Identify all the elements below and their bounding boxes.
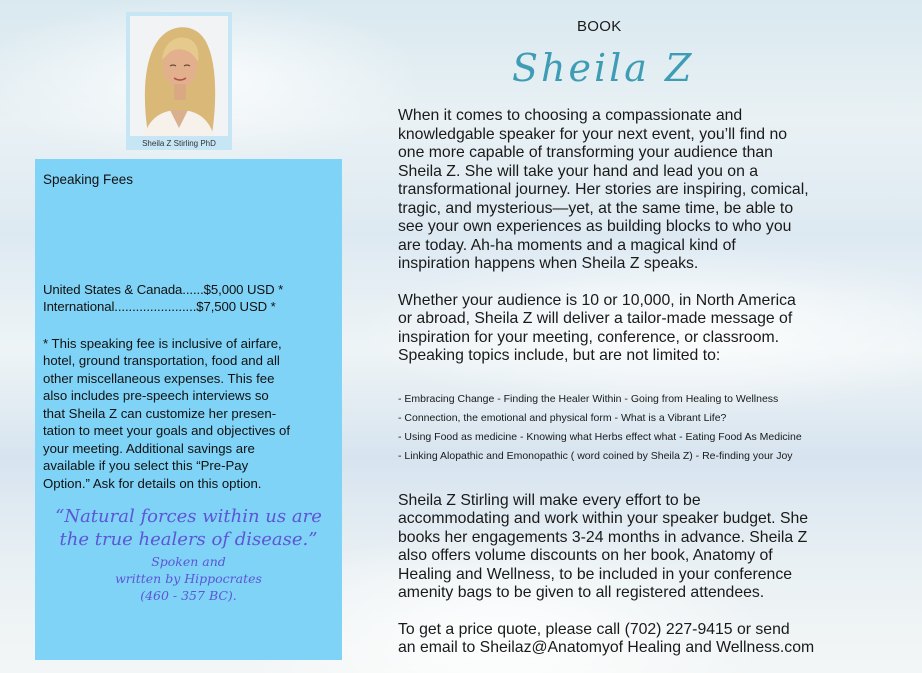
speaker-photo <box>130 16 228 136</box>
topic-item: - Connection, the emotional and physical form - What is a Vibrant Life? <box>398 411 727 424</box>
topics-list <box>398 390 908 466</box>
book-label: BOOK <box>577 18 622 35</box>
contact-paragraph: To get a price quote, please call (702) 227-9415 or send an email to Sheilaz@Anatomyof Healing and Wellness.com <box>398 620 815 656</box>
fee-line-us-canada: United States & Canada......$5,000 USD * <box>43 281 284 297</box>
speaking-fees-panel <box>35 159 342 660</box>
fee-note: * This speaking fee is inclusive of airfare, hotel, ground transportation, food and all other miscellaneous expenses. This fee also includes pre-speech interviews so that Sheila Z can customize her presen- tation to meet your goals and objectives of your meeting. Additional savings are available if you select this “Pre-Pay Option.” Ask for details on this option. <box>43 335 291 491</box>
portrait-frame <box>126 12 232 150</box>
speaker-name-title: Sheila Z <box>512 46 695 90</box>
topic-item: - Linking Alopathic and Emonopathic ( word coined by Sheila Z) - Re-finding your Joy <box>398 449 793 462</box>
topic-item: - Using Food as medicine - Knowing what Herbs effect what - Eating Food As Medicine <box>398 430 802 443</box>
topic-item: - Embracing Change - Finding the Healer Within - Going from Healing to Wellness <box>398 392 779 405</box>
quote-attribution <box>43 553 334 604</box>
budget-paragraph: Sheila Z Stirling will make every effort to be accommodating and work within your speaker budget. She books her engagements 3-24 months in advance. Sheila Z also offers volume discounts on her book, Anatomy of Healing and Wellness, to be included in your conference amenity bags to be given to all registered attendees. <box>398 491 809 601</box>
intro-paragraph: When it comes to choosing a compassionate and knowledgable speaker for your next event, you’ll find no one more capable of transforming your audience than Sheila Z. She will take your hand and lead you on a transformational journey. Her stories are inspiring, comical, tragic, and mysterious—yet, at the same time, be able to see your own experiences as building blocks to who you are today. Ah-ha moments and a magical kind of inspiration happens when Sheila Z speaks. <box>398 107 809 272</box>
hippocrates-quote: “Natural forces within us are the true healers of disease.” <box>55 506 322 550</box>
portrait-caption: Sheila Z Stirling PhD <box>142 139 216 148</box>
quote-attribution-line: Spoken and <box>151 554 226 569</box>
fee-line-international: International.......................$7,500 USD * <box>43 299 276 314</box>
fees-heading: Speaking Fees <box>43 172 134 187</box>
quote-attribution-line: written by Hippocrates <box>115 571 262 586</box>
fee-list <box>43 281 334 316</box>
main-content <box>398 107 908 658</box>
audience-paragraph: Whether your audience is 10 or 10,000, in North America or abroad, Sheila Z will deliver a tailor-made message of inspiration for your meeting, conference, or classroom. Speaking topics include, but are not limited to: <box>398 291 796 364</box>
quote-attribution-line: (460 - 357 BC). <box>140 588 237 603</box>
